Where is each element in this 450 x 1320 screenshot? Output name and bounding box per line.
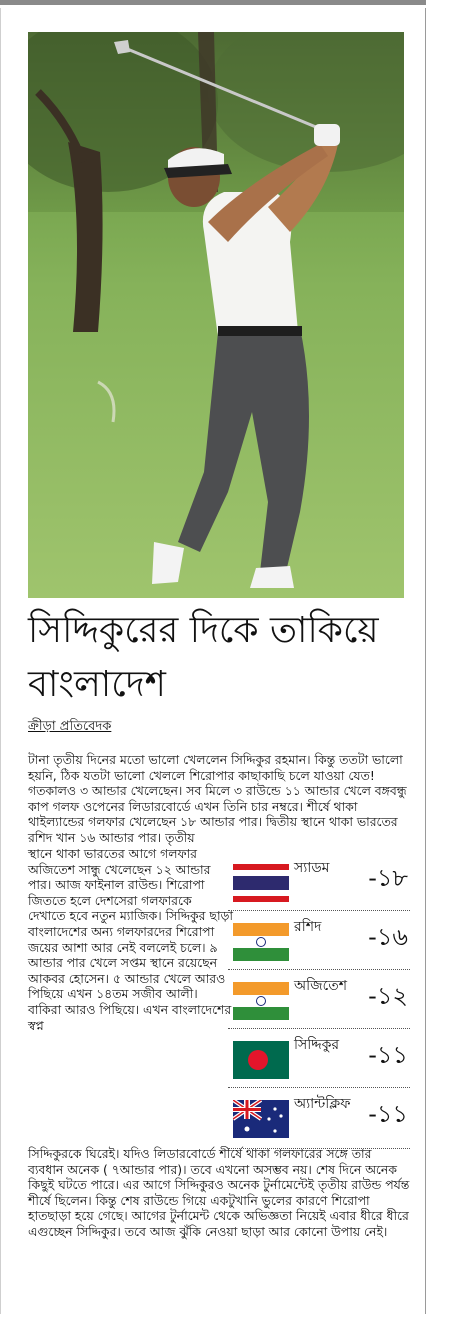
player-score: -১২ — [368, 982, 408, 1010]
australia-flag-icon — [233, 1100, 289, 1138]
top-rule — [0, 0, 426, 5]
player-score: -১৬ — [368, 923, 408, 951]
player-score: -১১ — [368, 1100, 408, 1128]
player-score: -১১ — [368, 1041, 408, 1069]
player-score: -১৮ — [368, 864, 408, 892]
player-name: সিদ্দিকুর — [294, 1037, 340, 1053]
player-name: স্যাডম — [294, 860, 330, 876]
leaderboard-row — [228, 911, 410, 970]
leaderboard-row — [228, 1029, 410, 1088]
thailand-flag-icon — [233, 864, 289, 902]
golfer-photo — [28, 32, 404, 598]
leaderboard-row — [228, 970, 410, 1029]
india-flag-icon — [233, 923, 289, 961]
byline: ক্রীড়া প্রতিবেদক — [28, 719, 112, 734]
player-name: রশিদ — [294, 919, 322, 935]
headline-line-1: সিদ্দিকুরের দিকে তাকিয়ে — [28, 610, 379, 651]
article-paragraph-1: টানা তৃতীয় দিনের মতো ভালো খেললেন সিদ্দিকুর রহমান। কিন্তু ততটা ভালো হয়নি, ঠিক যতটা ভালো খেললে শিরোপার কাছাকাছি চলে যাওয়া যেত! গতকালও ৩ আন্ডার খেলেছেন। সব মিলে ৩ রাউন্ডে ১১ আন্ডার খেলে বঙ্গবন্ধু কাপ গলফ ওপেনের লিডারবোর্ডে এখন তিনি চার নম্বরে। শীর্ষে থাকা থাইল্যান্ডের গলফার খেলেছেন ১৮ আন্ডার পার। দ্বিতীয় স্থানে থাকা ভারতের রশিদ খান ১৬ আন্ডার পার। তৃতীয় — [28, 752, 407, 845]
bangladesh-flag-icon — [233, 1041, 289, 1079]
player-name: অজিতেশ — [294, 978, 348, 994]
leaderboard-row — [228, 1088, 410, 1149]
leaderboard-row — [228, 852, 410, 911]
leaderboard — [228, 852, 410, 1149]
headline-line-2: বাংলাদেশ — [28, 664, 166, 705]
india-flag-icon — [233, 982, 289, 1020]
headline — [28, 604, 420, 712]
article-paragraph-3: সিদ্দিকুরকে ঘিরেই। যদিও লিডারবোর্ডে শীর্ষে থাকা গলফারের সঙ্গে তার ব্যবধান অনেক ( ৭আন্ডার পার)। তবে এখনো অসম্ভব নয়। শেষ দিনে অনেক কিছুই ঘটতে পারে। এর আগে সিদ্দিকুরও অনেক টুর্নামেন্টেই তৃতীয় রাউন্ড পর্যন্ত শীর্ষে ছিলেন। কিন্তু শেষ রাউন্ডে গিয়ে একটুখানি ভুলের কারণে শিরোপা হাতছাড়া হয়ে গেছে। আগের টুর্নামেন্ট থেকে অভিজ্ঞতা নিয়েই এবার ধীরে ধীরে এগুচ্ছেন সিদ্দিকুর। তবে আজ ঝুঁকি নেওয়া ছাড়া আর কোনো উপায় নেই। — [28, 1146, 410, 1239]
player-name: অ্যান্টক্লিফ — [294, 1096, 351, 1112]
article-paragraph-2: স্থানে থাকা ভারতের আগে গলফার অজিতেশ সান্ধু খেলেছেন ১২ আন্ডার পার। আজ ফাইনাল রাউন্ড। শিরোপা জিততে হলে দেশসেরা গলফারকে দেখাতে হবে নতুন ম্যাজিক। সিদ্দিকুর ছাড়া বাংলাদেশের অন্য গলফারদের শিরোপা জয়ের আশা আর নেই বললেই চলে। ৯ আন্ডার পার খেলে সপ্তম স্থানে রয়েছেন আকবর হোসেন। ৫ আন্ডার খেলে আরও পিছিয়ে এখন ১৪তম সজীব আলী। বাকিরা আরও পিছিয়ে। এখন বাংলাদেশের স্বপ্ন — [28, 846, 233, 1033]
